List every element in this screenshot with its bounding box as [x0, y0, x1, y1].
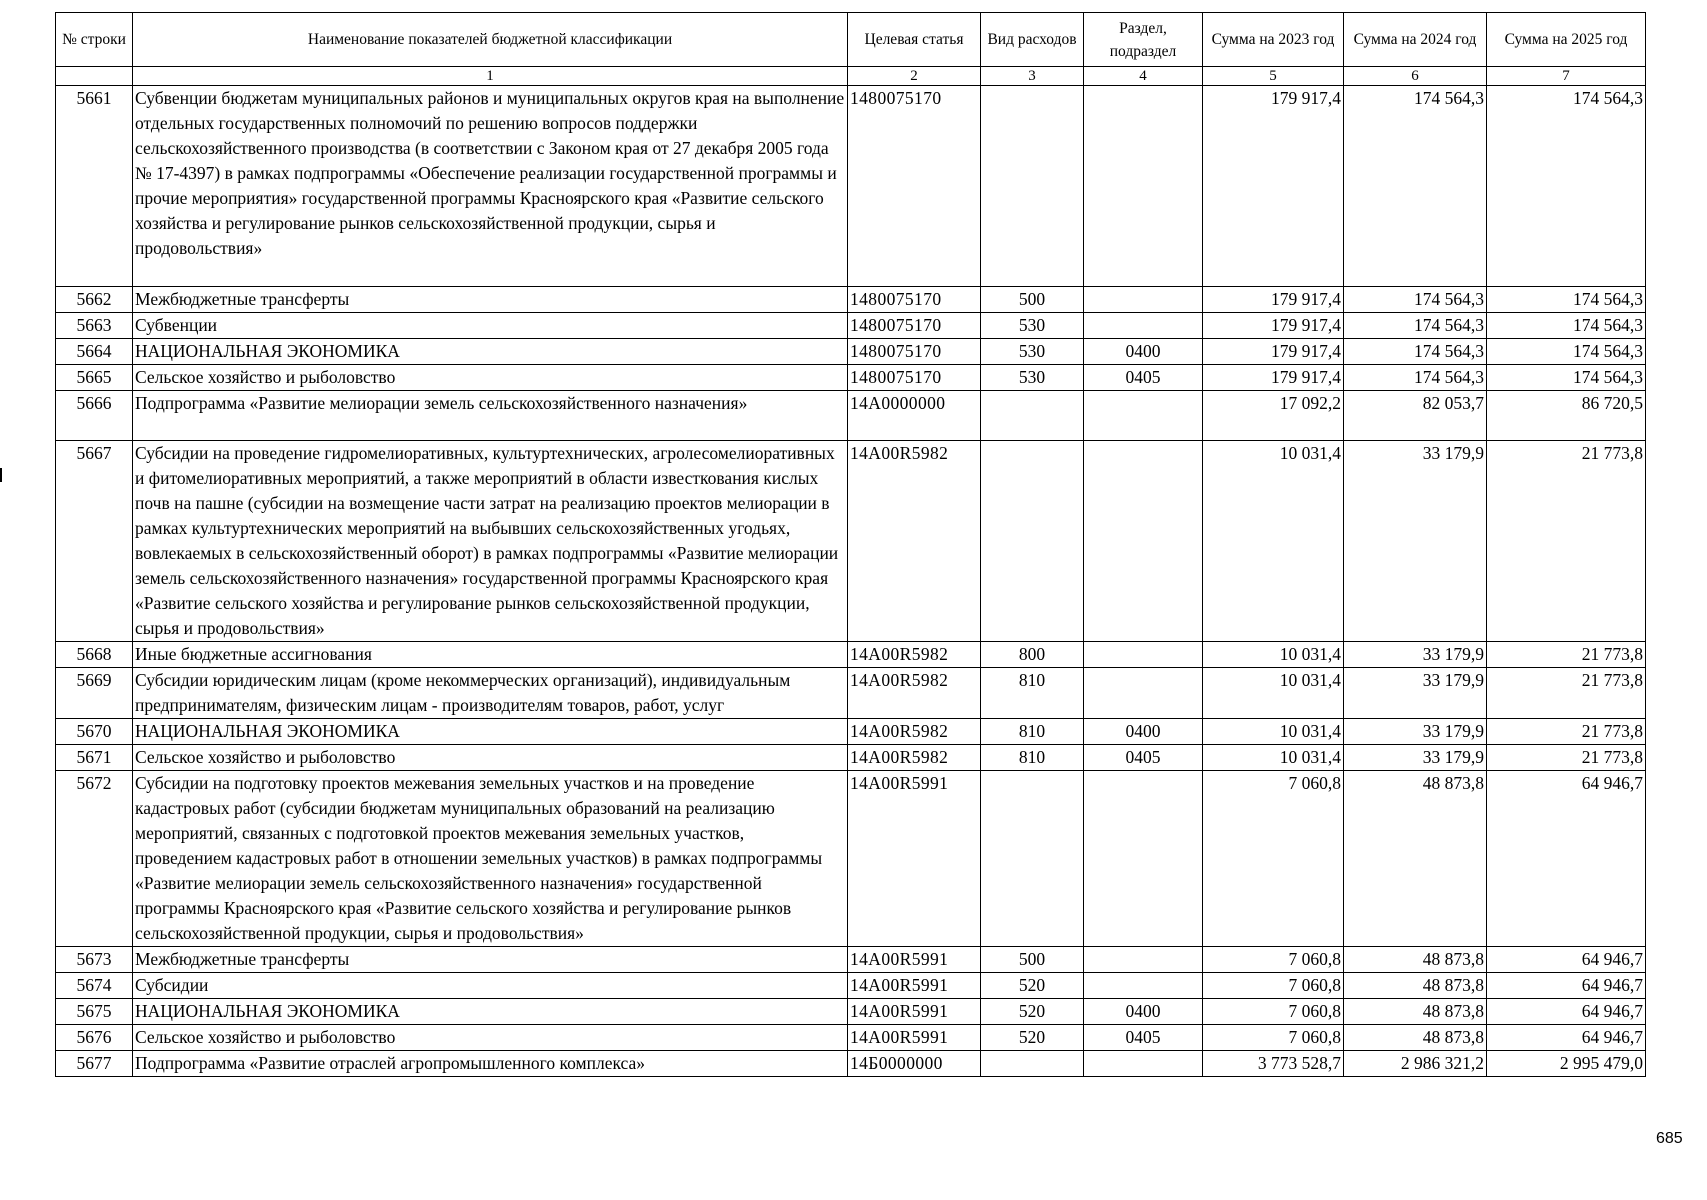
row-expense-type: 500	[981, 287, 1084, 313]
page-number: 685	[1656, 1130, 1683, 1147]
row-sum-2024: 2 986 321,2	[1344, 1051, 1487, 1077]
row-sum-2024: 48 873,8	[1344, 947, 1487, 973]
row-sum-2025: 21 773,8	[1487, 719, 1646, 745]
row-sum-2023: 7 060,8	[1203, 999, 1344, 1025]
row-number: 5664	[56, 339, 133, 365]
row-expense-type: 800	[981, 642, 1084, 668]
row-section: 0405	[1084, 1025, 1203, 1051]
table-row	[56, 441, 1646, 642]
row-sum-2023: 7 060,8	[1203, 973, 1344, 999]
row-sum-2024: 48 873,8	[1344, 771, 1487, 947]
table-row	[56, 745, 1646, 771]
row-sum-2023: 7 060,8	[1203, 1025, 1344, 1051]
row-expense-type	[981, 1051, 1084, 1077]
row-target-code: 14А00R5991	[848, 999, 981, 1025]
row-target-code: 1480075170	[848, 287, 981, 313]
row-section	[1084, 86, 1203, 287]
column-number: 5	[1203, 67, 1344, 86]
column-number-blank	[56, 67, 133, 86]
row-expense-type	[981, 86, 1084, 287]
row-sum-2023: 7 060,8	[1203, 771, 1344, 947]
row-name: Межбюджетные трансферты	[133, 287, 848, 313]
row-sum-2024: 33 179,9	[1344, 642, 1487, 668]
row-sum-2023: 17 092,2	[1203, 391, 1344, 441]
row-expense-type: 530	[981, 339, 1084, 365]
row-name: Субсидии на подготовку проектов межевания земельных участков и на проведение кадастровых работ (субсидии бюджетам муниципальных образований на реализацию мероприятий, связанных с подготовкой проектов межевания земельных участков, проведением кадастровых работ в отношении земельных участков) в рамках подпрограммы «Развитие мелиорации земель сельскохозяйственного назначения» государственной программы Красноярского края «Развитие сельского хозяйства и регулирование рынков сельскохозяйственной продукции, сырья и продовольствия»	[133, 771, 848, 947]
row-section: 0400	[1084, 719, 1203, 745]
margin-mark	[0, 468, 2, 482]
row-number: 5663	[56, 313, 133, 339]
row-sum-2024: 174 564,3	[1344, 313, 1487, 339]
row-target-code: 1480075170	[848, 86, 981, 287]
row-sum-2023: 10 031,4	[1203, 441, 1344, 642]
row-section	[1084, 391, 1203, 441]
row-sum-2024: 82 053,7	[1344, 391, 1487, 441]
row-number: 5666	[56, 391, 133, 441]
row-expense-type: 810	[981, 745, 1084, 771]
row-number: 5661	[56, 86, 133, 287]
row-number: 5670	[56, 719, 133, 745]
row-section	[1084, 441, 1203, 642]
row-sum-2024: 33 179,9	[1344, 719, 1487, 745]
row-expense-type: 520	[981, 973, 1084, 999]
header-sum-2023: Сумма на 2023 год	[1203, 13, 1344, 67]
row-section: 0400	[1084, 999, 1203, 1025]
row-target-code: 14Б0000000	[848, 1051, 981, 1077]
row-sum-2023: 179 917,4	[1203, 287, 1344, 313]
row-sum-2023: 10 031,4	[1203, 719, 1344, 745]
row-name: НАЦИОНАЛЬНАЯ ЭКОНОМИКА	[133, 719, 848, 745]
table-row	[56, 1025, 1646, 1051]
row-number: 5668	[56, 642, 133, 668]
row-target-code: 14А0000000	[848, 391, 981, 441]
row-sum-2024: 33 179,9	[1344, 745, 1487, 771]
header-name: Наименование показателей бюджетной классификации	[133, 13, 848, 67]
row-name: Субсидии на проведение гидромелиоративных, культуртехнических, агролесомелиоративных и фитомелиоративных мероприятий, а также мероприятий в области известкования кислых почв на пашне (субсидии на возмещение части затрат на реализацию проектов мелиорации в рамках культуртехнических мероприятий на выбывших сельскохозяйственных угодьях, вовлекаемых в сельскохозяйственный оборот) в рамках подпрограммы «Развитие мелиорации земель сельскохозяйственного назначения» государственной программы Красноярского края «Развитие сельского хозяйства и регулирование рынков сельскохозяйственной продукции, сырья и продовольствия»	[133, 441, 848, 642]
row-sum-2025: 174 564,3	[1487, 287, 1646, 313]
column-number: 3	[981, 67, 1084, 86]
header-row	[56, 13, 1646, 67]
row-expense-type	[981, 771, 1084, 947]
row-expense-type: 810	[981, 719, 1084, 745]
row-sum-2023: 179 917,4	[1203, 313, 1344, 339]
row-expense-type: 530	[981, 313, 1084, 339]
row-name: Сельское хозяйство и рыболовство	[133, 745, 848, 771]
row-number: 5677	[56, 1051, 133, 1077]
row-sum-2025: 64 946,7	[1487, 999, 1646, 1025]
table-row	[56, 365, 1646, 391]
row-name: Межбюджетные трансферты	[133, 947, 848, 973]
table-row	[56, 313, 1646, 339]
row-number: 5673	[56, 947, 133, 973]
row-sum-2023: 179 917,4	[1203, 86, 1344, 287]
row-number: 5662	[56, 287, 133, 313]
row-number: 5675	[56, 999, 133, 1025]
row-section	[1084, 313, 1203, 339]
row-sum-2025: 21 773,8	[1487, 668, 1646, 719]
column-number: 2	[848, 67, 981, 86]
column-number: 7	[1487, 67, 1646, 86]
row-expense-type: 520	[981, 999, 1084, 1025]
table-row	[56, 947, 1646, 973]
row-expense-type: 530	[981, 365, 1084, 391]
table-row	[56, 391, 1646, 441]
row-name: Подпрограмма «Развитие мелиорации земель сельскохозяйственного назначения»	[133, 391, 848, 441]
row-section	[1084, 287, 1203, 313]
row-sum-2024: 33 179,9	[1344, 441, 1487, 642]
row-sum-2025: 21 773,8	[1487, 441, 1646, 642]
row-name: Субвенции	[133, 313, 848, 339]
row-section	[1084, 973, 1203, 999]
row-name: Подпрограмма «Развитие отраслей агропромышленного комплекса»	[133, 1051, 848, 1077]
row-target-code: 1480075170	[848, 313, 981, 339]
column-number: 6	[1344, 67, 1487, 86]
header-code: Целевая статья	[848, 13, 981, 67]
row-target-code: 14А00R5982	[848, 642, 981, 668]
header-sum-2024: Сумма на 2024 год	[1344, 13, 1487, 67]
column-number: 1	[133, 67, 848, 86]
row-name: Сельское хозяйство и рыболовство	[133, 365, 848, 391]
row-section	[1084, 947, 1203, 973]
row-sum-2023: 179 917,4	[1203, 365, 1344, 391]
row-sum-2024: 174 564,3	[1344, 86, 1487, 287]
row-sum-2023: 10 031,4	[1203, 668, 1344, 719]
row-number: 5667	[56, 441, 133, 642]
header-vid: Вид расходов	[981, 13, 1084, 67]
row-target-code: 14А00R5991	[848, 973, 981, 999]
row-section: 0405	[1084, 365, 1203, 391]
row-sum-2023: 10 031,4	[1203, 745, 1344, 771]
row-sum-2025: 21 773,8	[1487, 642, 1646, 668]
header-razdel: Раздел, подраздел	[1084, 13, 1203, 67]
row-section	[1084, 668, 1203, 719]
row-name: Субсидии	[133, 973, 848, 999]
row-sum-2025: 174 564,3	[1487, 339, 1646, 365]
row-sum-2024: 174 564,3	[1344, 365, 1487, 391]
row-sum-2024: 48 873,8	[1344, 999, 1487, 1025]
row-section: 0400	[1084, 339, 1203, 365]
column-number: 4	[1084, 67, 1203, 86]
row-sum-2025: 174 564,3	[1487, 365, 1646, 391]
table-row	[56, 668, 1646, 719]
row-name: Субсидии юридическим лицам (кроме некоммерческих организаций), индивидуальным предпринимателям, физическим лицам - производителям товаров, работ, услуг	[133, 668, 848, 719]
row-sum-2023: 179 917,4	[1203, 339, 1344, 365]
row-name: НАЦИОНАЛЬНАЯ ЭКОНОМИКА	[133, 339, 848, 365]
row-sum-2025: 64 946,7	[1487, 973, 1646, 999]
row-target-code: 14А00R5991	[848, 947, 981, 973]
row-sum-2025: 2 995 479,0	[1487, 1051, 1646, 1077]
table-row	[56, 973, 1646, 999]
table-row	[56, 771, 1646, 947]
row-sum-2023: 10 031,4	[1203, 642, 1344, 668]
row-sum-2025: 64 946,7	[1487, 947, 1646, 973]
row-sum-2024: 174 564,3	[1344, 287, 1487, 313]
row-target-code: 1480075170	[848, 339, 981, 365]
row-section	[1084, 642, 1203, 668]
table-row	[56, 999, 1646, 1025]
row-number: 5671	[56, 745, 133, 771]
row-section	[1084, 1051, 1203, 1077]
row-name: Сельское хозяйство и рыболовство	[133, 1025, 848, 1051]
row-name: Субвенции бюджетам муниципальных районов и муниципальных округов края на выполнение отдельных государственных полномочий по решению вопросов поддержки сельскохозяйственного производства (в соответствии с Законом края от 27 декабря 2005 года № 17-4397) в рамках подпрограммы «Обеспечение реализации государственной программы и прочие мероприятия» государственной программы Красноярского края «Развитие сельского хозяйства и регулирование рынков сельскохозяйственной продукции, сырья и продовольствия»	[133, 86, 848, 287]
row-section: 0405	[1084, 745, 1203, 771]
row-number: 5669	[56, 668, 133, 719]
row-name: НАЦИОНАЛЬНАЯ ЭКОНОМИКА	[133, 999, 848, 1025]
row-section	[1084, 771, 1203, 947]
row-expense-type: 520	[981, 1025, 1084, 1051]
row-target-code: 14А00R5982	[848, 745, 981, 771]
table-row	[56, 642, 1646, 668]
row-sum-2025: 21 773,8	[1487, 745, 1646, 771]
row-target-code: 1480075170	[848, 365, 981, 391]
header-sum-2025: Сумма на 2025 год	[1487, 13, 1646, 67]
table-row	[56, 1051, 1646, 1077]
header-row-no: № строки	[56, 13, 133, 67]
row-expense-type	[981, 441, 1084, 642]
row-sum-2025: 174 564,3	[1487, 86, 1646, 287]
row-name: Иные бюджетные ассигнования	[133, 642, 848, 668]
row-number: 5665	[56, 365, 133, 391]
row-sum-2025: 86 720,5	[1487, 391, 1646, 441]
row-sum-2024: 174 564,3	[1344, 339, 1487, 365]
row-target-code: 14А00R5991	[848, 1025, 981, 1051]
row-sum-2025: 64 946,7	[1487, 1025, 1646, 1051]
budget-table	[55, 12, 1646, 1077]
row-expense-type: 500	[981, 947, 1084, 973]
table-row	[56, 719, 1646, 745]
row-target-code: 14А00R5991	[848, 771, 981, 947]
row-sum-2024: 48 873,8	[1344, 1025, 1487, 1051]
row-number: 5676	[56, 1025, 133, 1051]
row-number: 5672	[56, 771, 133, 947]
row-sum-2024: 48 873,8	[1344, 973, 1487, 999]
row-sum-2025: 64 946,7	[1487, 771, 1646, 947]
row-sum-2025: 174 564,3	[1487, 313, 1646, 339]
row-expense-type: 810	[981, 668, 1084, 719]
row-target-code: 14А00R5982	[848, 441, 981, 642]
row-number: 5674	[56, 973, 133, 999]
row-sum-2023: 3 773 528,7	[1203, 1051, 1344, 1077]
column-number-row	[56, 67, 1646, 86]
table-row	[56, 339, 1646, 365]
row-expense-type	[981, 391, 1084, 441]
table-body	[56, 86, 1646, 1077]
row-sum-2023: 7 060,8	[1203, 947, 1344, 973]
table-row	[56, 86, 1646, 287]
table-row	[56, 287, 1646, 313]
row-sum-2024: 33 179,9	[1344, 668, 1487, 719]
row-target-code: 14А00R5982	[848, 719, 981, 745]
row-target-code: 14А00R5982	[848, 668, 981, 719]
